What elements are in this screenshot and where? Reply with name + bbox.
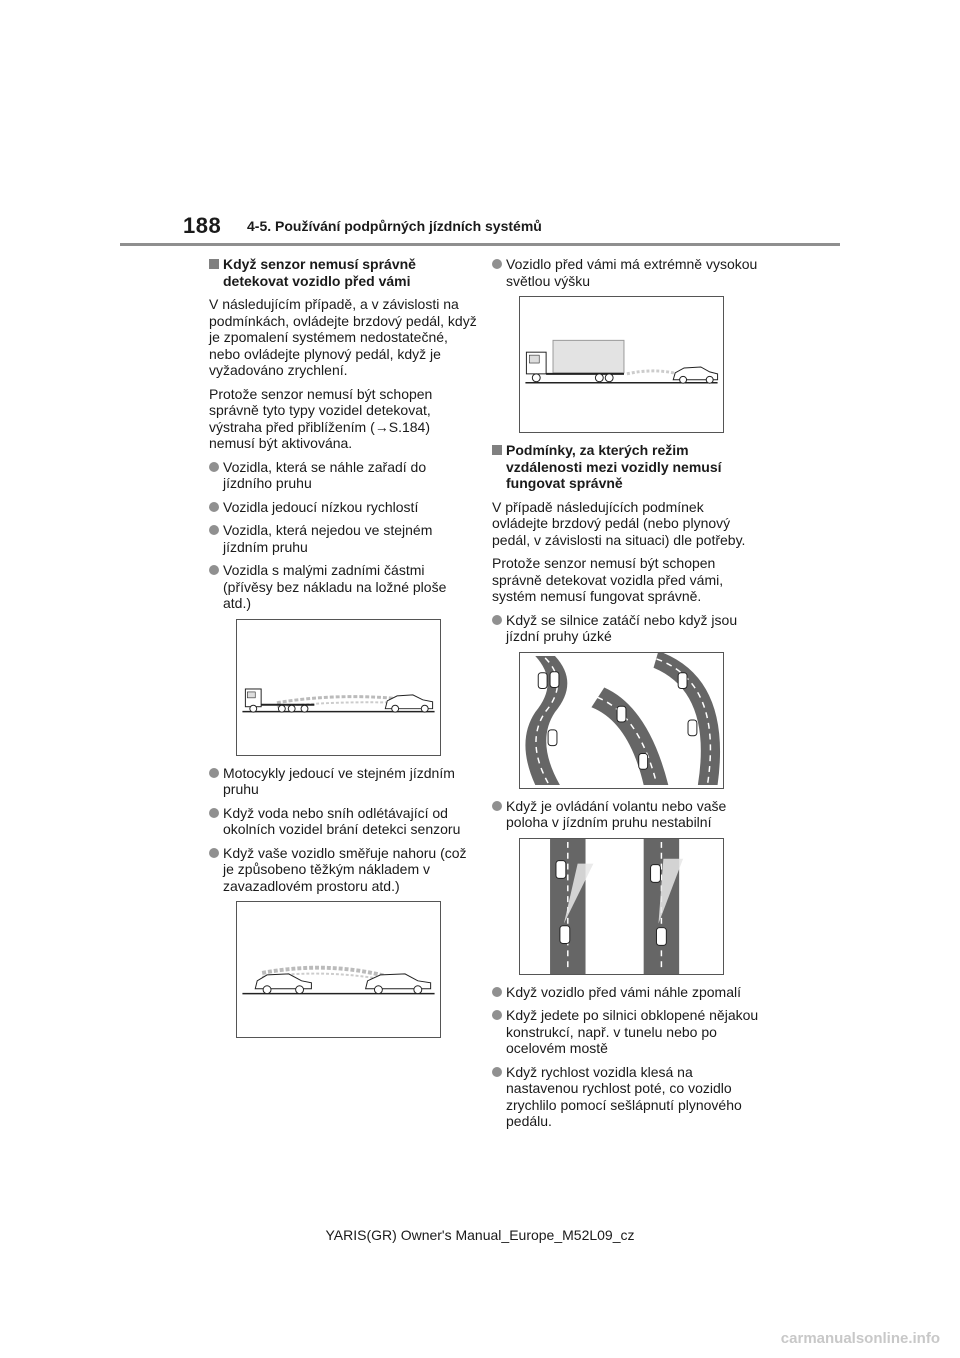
list-item: Když rychlost vozidla klesá na nastavenou rychlost poté, co vozidlo zrychlilo pomocí sešlápnutí plynového pedálu. [492, 1064, 760, 1130]
list-item: Vozidla s malými zadními částmi (přívěsy bez nákladu na ložné ploše atd.) [209, 562, 477, 612]
watermark: carmanualsonline.info [780, 1330, 940, 1347]
heading-sensor-detection: Když senzor nemusí správně detekovat vozidlo před vámi [209, 256, 477, 289]
heading-following-mode: Podmínky, za kterých režim vzdálenosti mezi vozidly nemusí fungovat správně [492, 442, 760, 492]
list-item: Vozidla jedoucí nízkou rychlostí [209, 499, 477, 516]
header-rule [120, 243, 840, 246]
list-item: Motocykly jedoucí ve stejném jízdním pruhu [209, 765, 477, 798]
section-title: 4-5. Používání podpůrných jízdních systémů [247, 218, 542, 234]
list-item: Vozidlo před vámi má extrémně vysokou světlou výšku [492, 256, 760, 289]
paragraph: Protože senzor nemusí být schopen správně detekovat vozidla před vámi, systém nemusí fungovat správně. [492, 555, 724, 604]
figure-vehicle-pointing-up [236, 901, 441, 1038]
footer-manual-id: YARIS(GR) Owner's Manual_Europe_M52L09_cz [325, 1227, 635, 1243]
list-item: Když se silnice zatáčí nebo když jsou jízdní pruhy úzké [492, 612, 760, 645]
list-item: Když voda nebo sníh odlétávající od okolních vozidel brání detekci senzoru [209, 805, 477, 838]
figure-trailer [236, 619, 441, 756]
list-item: Když je ovládání volantu nebo vaše poloha v jízdním pruhu nestabilní [492, 798, 760, 831]
figure-curved-road [519, 652, 724, 789]
list-item: Vozidla, která nejedou ve stejném jízdním pruhu [209, 522, 477, 555]
right-column [492, 256, 760, 1137]
list-item: Když jedete po silnici obklopené nějakou konstrukcí, např. v tunelu nebo po ocelovém mostě [492, 1007, 760, 1057]
list-item: Když vozidlo před vámi náhle zpomalí [492, 984, 760, 1001]
paragraph: V následujícím případě, a v závislosti na podmínkách, ovládejte brzdový pedál, když je zpomalení systémem nedostatečné, nebo ovládejte plynový pedál, když je vyžadováno zrychlení. [209, 296, 477, 378]
list-item: Když vaše vozidlo směřuje nahoru (což je způsobeno těžkým nákladem v zavazadlovém prostoru atd.) [209, 845, 477, 895]
list-item: Vozidla, která se náhle zařadí do jízdního pruhu [209, 459, 477, 492]
paragraph: Protože senzor nemusí být schopen správně tyto typy vozidel detekovat, výstraha před přiblížením (→S.184) nemusí být aktivována. [209, 385, 433, 451]
paragraph: V případě následujících podmínek ovládejte brzdový pedál (nebo plynový pedál, v závislosti na situaci) dle potřeby. [492, 498, 746, 548]
page-number: 188 [183, 213, 222, 238]
figure-unstable-steering [519, 838, 724, 975]
left-column [209, 256, 477, 1047]
figure-high-clearance [519, 296, 724, 433]
